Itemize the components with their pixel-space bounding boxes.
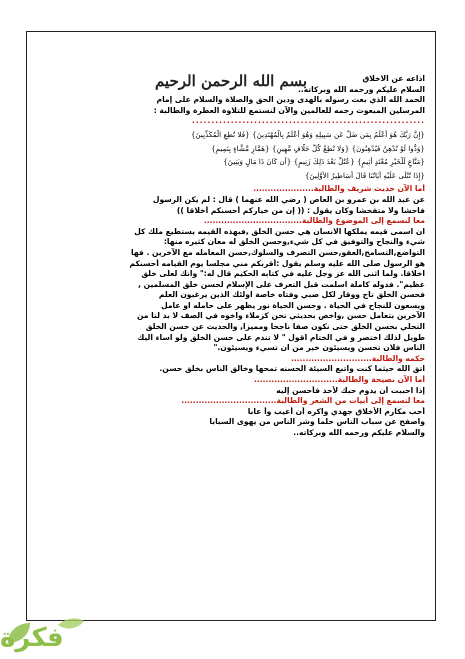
- text-line: عن عبد الله بن عمرو بن العاص ( رضي الله عنهما ) قال : لم يكن الرسول: [152, 194, 425, 204]
- text-line: الناس فلان تحسن ويسيئون خير من ان تسيء ويسيئون.": [213, 343, 425, 353]
- text-line: والسلام عليكم ورحمه الله وبركاته..: [293, 428, 425, 437]
- text-line: هو الرسول صلى الله عليه وسلم يقول :أقربكم مني مجلسا يوم القيامه أحسنكم: [129, 258, 425, 268]
- text-line: ............................................................: [191, 116, 425, 126]
- section-heading: معا لنسمع إلى الموضوع والطالبة..................................: [203, 216, 425, 226]
- text-line: ان اسمى قيمه يملكها الانسان هي حسن الخلق ,فبهذه القيمه يستطيع ملك كل: [134, 226, 425, 236]
- text-line: ويسعون للنجاح في الحياة . وحسن الحياة نور يظهر على حامله او عامل: [161, 300, 425, 310]
- text-line: اخلاقا. ولما اثنى الله عز وجل عليه في كتابه الحكيم قال له:" وانك لعلى خلق: [141, 269, 425, 279]
- quran-verse: {إِنَّ رَبَّكَ هُوَ أَعْلَمُ بِمَن ضَلَّ عَن سَبِيلِهِ وَهُوَ أَعْلَمُ بِالْمُهْتَدِينَ} {فَلا تُطِعِ الْمُكَذِّبِينَ}: [190, 129, 425, 139]
- site-logo: [0, 613, 110, 659]
- text-line: فحسن الخلق تاج ووقار لكل صبي وفتاه خاصة اولئك الذين يرغبون العلم: [158, 290, 425, 300]
- text-line: إذا احببت أن يدوم حبك لأحد فأحسن إليه: [276, 385, 425, 395]
- text-line: طويل لذلك اختصر و في الختام اقول " لا تندم على حسن الخلق ولو اساء اليك: [137, 332, 425, 342]
- logo-text: فكرة: [0, 623, 64, 653]
- quran-verse: {إِذَا تُتْلَى عَلَيْهِ آيَاتُنَا قَالَ أَسَاطِيرُ الأَوَّلِينَ}: [304, 170, 425, 180]
- text-line: التواضع,التسامح,العفو,حسن التصرف والسلوك,حسن المعامله مع الآخرين . فها: [131, 247, 425, 257]
- text-line: الآخرين بتعامل حسن ,واخص بحديثي نحن كزملاء واخوه في الصف لا بد لنا من: [136, 311, 425, 321]
- document-body: [37, 74, 425, 439]
- section-heading: معا لنسمع إلى أبيات من الشعر والطالبة.................................: [181, 396, 425, 406]
- text-line: أحب مكارم الأخلاق جهدي واكره أن أعيب وأ عابا: [247, 406, 425, 416]
- text-line: السلام عليكم ورحمه الله وبركاته..: [297, 84, 425, 94]
- text-line: اذاعه عن الاخلاق: [362, 74, 425, 83]
- text-line: التحلي بحسن الخلق حتى نكون صفا ناجحا ومميزا, والحديث عن حسن الخلق: [145, 322, 425, 332]
- text-line: فاحشا ولا متفحشا وكان يقول : (( إن من خياركم أحسنكم أخلاقا )): [176, 205, 425, 215]
- section-heading: أما الآن نصيحة والطالبة.............................: [254, 375, 425, 385]
- document-page: [26, 31, 436, 621]
- text-line: واصفح عن سباب الناس حلما وشر الناس من يهوى السبابا: [209, 417, 425, 427]
- quran-verse: {وَدُّوا لَوْ تُدْهِنُ فَيُدْهِنُونَ} {وَلا تُطِعْ كُلَّ حَلَّافٍ مَّهِينٍ} {هَمَّازٍ مَّشَّاءٍ بِنَمِيمٍ}: [211, 143, 425, 153]
- section-heading: حكمه والطالبة............................: [291, 353, 425, 363]
- quran-verse: {مَنَّاعٍ لِّلْخَيْرِ مُعْتَدٍ أَثِيمٍ} {عُتُلٍّ بَعْدَ ذَلِكَ زَنِيمٍ} {أَن كَانَ ذَا مَالٍ وَبَنِينَ}: [223, 157, 425, 167]
- text-line: المرسلين المبعوث رحمه للعالمين والآن لنستمع للتلاوة العطرة والطالبة :: [153, 105, 425, 115]
- section-heading: أما الآن حديث شريف والطالبة.....................: [253, 184, 425, 194]
- text-line: الحمد الله الذي بعث رسوله بالهدى ودين الحق والصلاة والسلام على إمام: [156, 95, 425, 105]
- text-line: اتق الله حيثما كنت واتبع السيئة الحسنه تمحها وخالق الناس بخلق حسن.: [159, 364, 425, 374]
- basmala-heading: بسم الله الرحمن الرحيم: [154, 72, 308, 90]
- text-line: عظيم". فدوله كاملة اسلمت قبل التعرف على الإسلام لحسن خلق المسلمين ,: [138, 279, 425, 289]
- text-line: شيء والنجاح والتوفيق في كل شيء,وحسن الخلق له معان كثيره منها:: [163, 237, 425, 247]
